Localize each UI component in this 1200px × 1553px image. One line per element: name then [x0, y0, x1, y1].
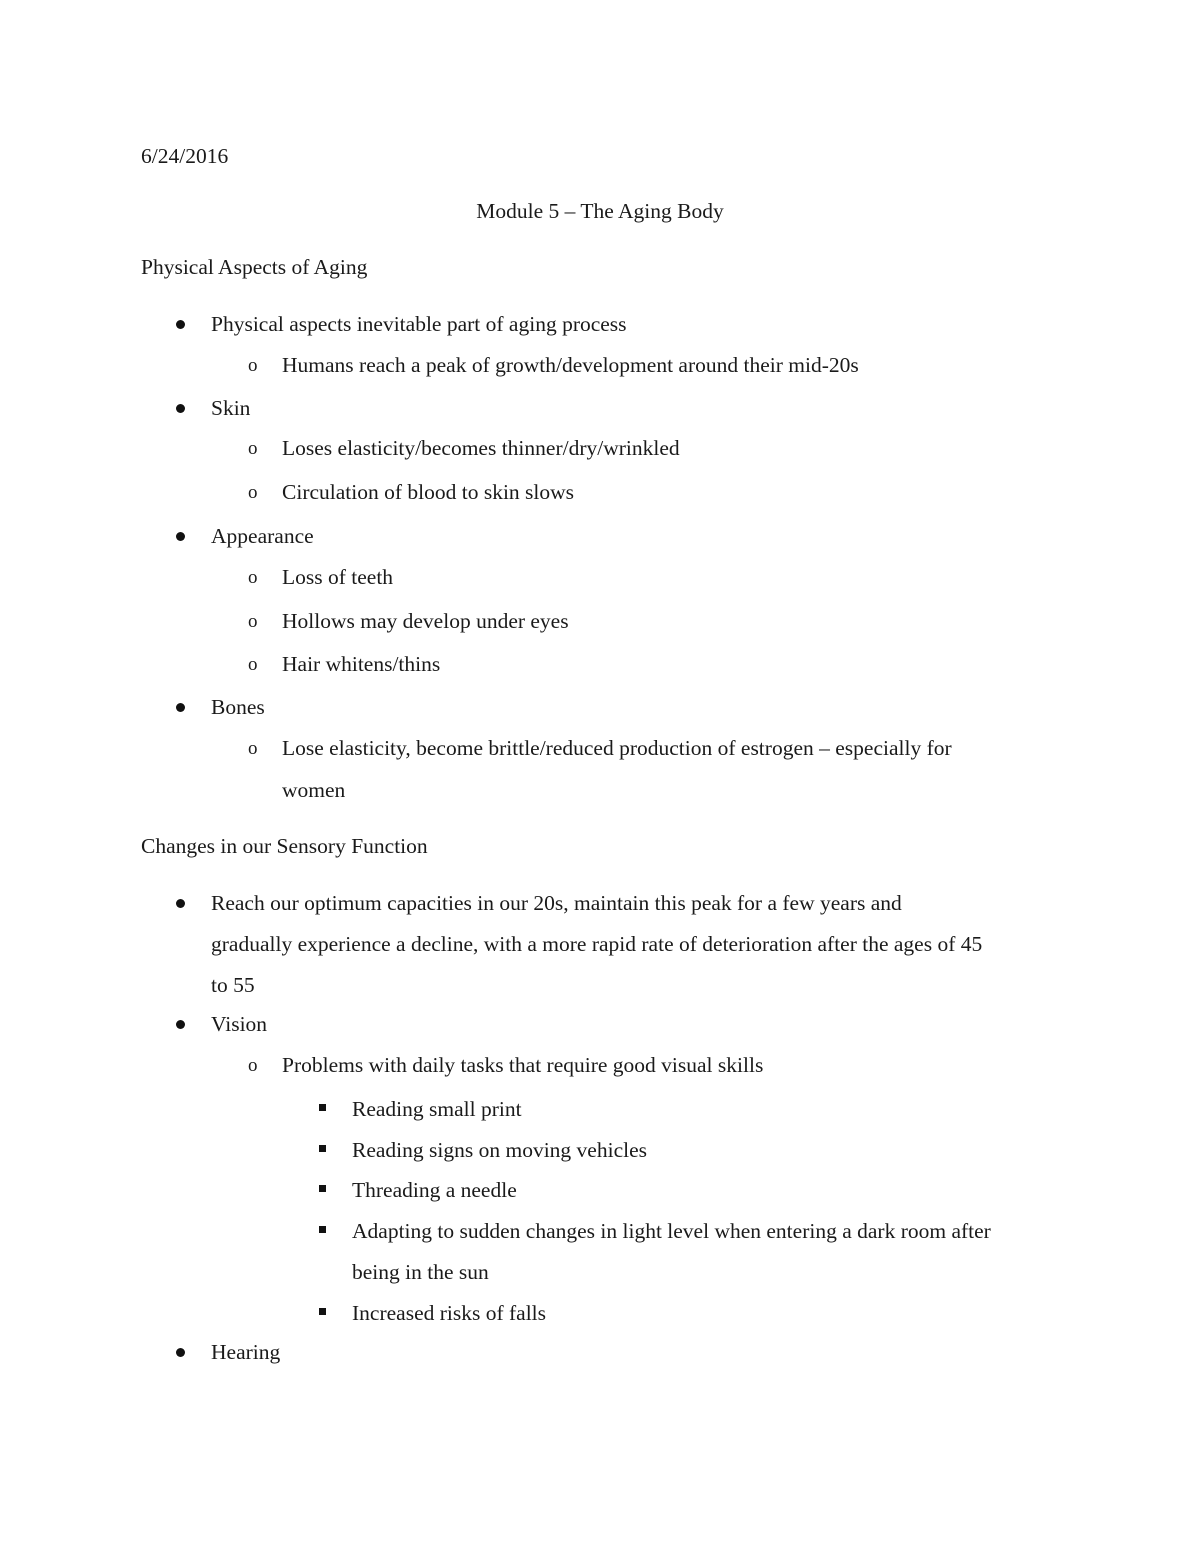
- list-subitem: Circulation of blood to skin slows: [282, 480, 575, 504]
- circle-bullet-icon: o: [248, 1055, 258, 1076]
- circle-bullet-icon: o: [248, 482, 258, 503]
- list-subitem: Loss of teeth: [282, 565, 394, 589]
- list-subitem-continuation: women: [282, 778, 346, 802]
- list-subsubitem: Adapting to sudden changes in light level when entering a dark room after: [352, 1219, 991, 1243]
- list-item: Vision: [211, 1012, 268, 1036]
- bullet-icon: [176, 899, 185, 908]
- square-bullet-icon: [319, 1104, 326, 1111]
- list-subsubitem-continuation: being in the sun: [352, 1260, 489, 1284]
- circle-bullet-icon: o: [248, 611, 258, 632]
- bullet-icon: [176, 1020, 185, 1029]
- circle-bullet-icon: o: [248, 438, 258, 459]
- list-item: Reach our optimum capacities in our 20s, maintain this peak for a few years and: [211, 891, 902, 915]
- list-item: Hearing: [211, 1340, 281, 1364]
- bullet-icon: [176, 320, 185, 329]
- list-subitem: Loses elasticity/becomes thinner/dry/wrinkled: [282, 436, 680, 460]
- list-subitem: Hair whitens/thins: [282, 652, 441, 676]
- list-subitem: Problems with daily tasks that require good visual skills: [282, 1053, 764, 1077]
- list-subitem: Humans reach a peak of growth/development around their mid-20s: [282, 353, 859, 377]
- circle-bullet-icon: o: [248, 567, 258, 588]
- section-heading-sensory: Changes in our Sensory Function: [141, 834, 428, 858]
- square-bullet-icon: [319, 1226, 326, 1233]
- list-item: Appearance: [211, 524, 314, 548]
- square-bullet-icon: [319, 1145, 326, 1152]
- square-bullet-icon: [319, 1308, 326, 1315]
- list-item: Physical aspects inevitable part of aging process: [211, 312, 627, 336]
- bullet-icon: [176, 404, 185, 413]
- section-heading-physical: Physical Aspects of Aging: [141, 255, 368, 279]
- list-subsubitem: Reading signs on moving vehicles: [352, 1138, 647, 1162]
- document-date: 6/24/2016: [141, 144, 229, 168]
- list-subsubitem: Threading a needle: [352, 1178, 517, 1202]
- circle-bullet-icon: o: [248, 654, 258, 675]
- list-item-continuation: gradually experience a decline, with a more rapid rate of deterioration after the ages of 45: [211, 932, 983, 956]
- bullet-icon: [176, 703, 185, 712]
- bullet-icon: [176, 1348, 185, 1357]
- list-subsubitem: Reading small print: [352, 1097, 522, 1121]
- list-subsubitem: Increased risks of falls: [352, 1301, 547, 1325]
- circle-bullet-icon: o: [248, 355, 258, 376]
- document-title: Module 5 – The Aging Body: [476, 199, 724, 223]
- list-item: Bones: [211, 695, 265, 719]
- square-bullet-icon: [319, 1185, 326, 1192]
- bullet-icon: [176, 532, 185, 541]
- list-item-continuation: to 55: [211, 973, 255, 997]
- list-item: Skin: [211, 396, 251, 420]
- list-subitem: Lose elasticity, become brittle/reduced production of estrogen – especially for: [282, 736, 952, 760]
- circle-bullet-icon: o: [248, 738, 258, 759]
- list-subitem: Hollows may develop under eyes: [282, 609, 569, 633]
